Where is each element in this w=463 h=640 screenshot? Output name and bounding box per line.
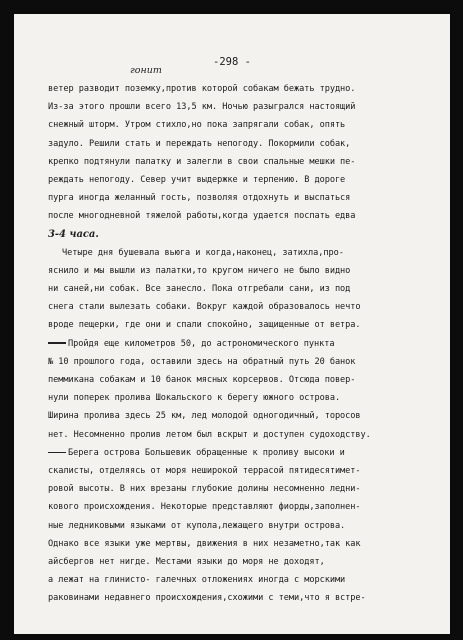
text-line: ные ледниковыми языками от купола,лежащего внутри острова. — [48, 520, 346, 531]
text-line: яснило и мы вышли из палатки,то кругом ничего не было видно — [48, 265, 351, 276]
text-line: Ширина пролива здесь 25 км, лед молодой одногодичный, торосов — [48, 411, 361, 422]
text-line: ровой высоты. В них врезаны глубокие долины несомненно ледни- — [48, 484, 361, 495]
paragraph-line — [48, 444, 446, 462]
text-line: Однако все языки уже мертвы, движения в них незаметно,так как — [48, 538, 361, 549]
text-line: а лежат на глинисто- галечных отложениях иногда с морскими — [48, 575, 346, 586]
text-line: Четыре дня бушевала вьюга и когда,наконец, затихла,про- — [62, 247, 344, 258]
text-line: скалисты, отделяясь от моря неширокой террасой пятидесятимет- — [48, 465, 361, 476]
text-line: раковинами недавнего происхождения,схожими с теми,что я встре- — [48, 593, 366, 604]
text-line: снежный шторм. Утром стихло,но пока запрягали собак, опять — [48, 120, 346, 131]
paragraph-line — [48, 335, 446, 353]
paragraph-mark — [48, 452, 66, 454]
handwritten-insertion: гонит — [130, 65, 162, 76]
text-line: реждать непогоду. Север учит выдержке и терпению. В дороге — [48, 174, 346, 185]
text-line: задуло. Решили стать и переждать непогоду. Покормили собак, — [48, 138, 351, 149]
text-line: ни саней,ни собак. Все занесло. Пока отгребали сани, из под — [48, 284, 351, 295]
typed-text — [48, 80, 446, 607]
text-line: вроде пещерки, где они и спали спокойно, защищенные от ветра. — [48, 320, 361, 331]
text-line: снега стали вылезать собаки. Вокруг каждой образовалось нечто — [48, 302, 361, 313]
document-page — [14, 14, 450, 634]
text-line: после многодневной тяжелой работы,когда удается поспать едва — [48, 211, 356, 222]
text-line: пурга иногда желанный гость, позволяя отдохнуть и выспаться — [48, 193, 351, 204]
text-line: Из-за этого прошли всего 13,5 км. Ночью разыгрался настоящий — [48, 102, 356, 113]
text-line: ветер разводит поземку,против которой собакам бежать трудно. — [48, 84, 356, 94]
text-line: нет. Несомненно пролив летом был вскрыт и доступен судоходству. — [48, 429, 371, 440]
paragraph-mark — [48, 342, 66, 344]
handwritten-line: 3-4 часа. — [48, 228, 99, 240]
text-line: № 10 прошлого года, оставили здесь на обратный путь 20 банок — [48, 356, 356, 367]
text-line: пеммикана собакам и 10 банок мясных корсервов. Отсюда повер- — [48, 375, 356, 385]
text-line: крепко подтянули палатку и залегли в свои спальные мешки пе- — [48, 156, 356, 167]
text-line: айсбергов нет нигде. Местами языки до моря не доходят, — [48, 556, 325, 567]
text-line: нули поперек пролива Шокальского к берегу южного острова. — [48, 393, 341, 404]
text-line: Берега острова Большевик обращенные к проливу высоки и — [68, 447, 345, 458]
text-line: кового происхождения. Некоторые представляют фиорды,заполнен- — [48, 502, 361, 513]
text-line: Пройдя еще километров 50, до астрономического пункта — [68, 338, 335, 349]
page-number: -298 - — [213, 56, 251, 68]
